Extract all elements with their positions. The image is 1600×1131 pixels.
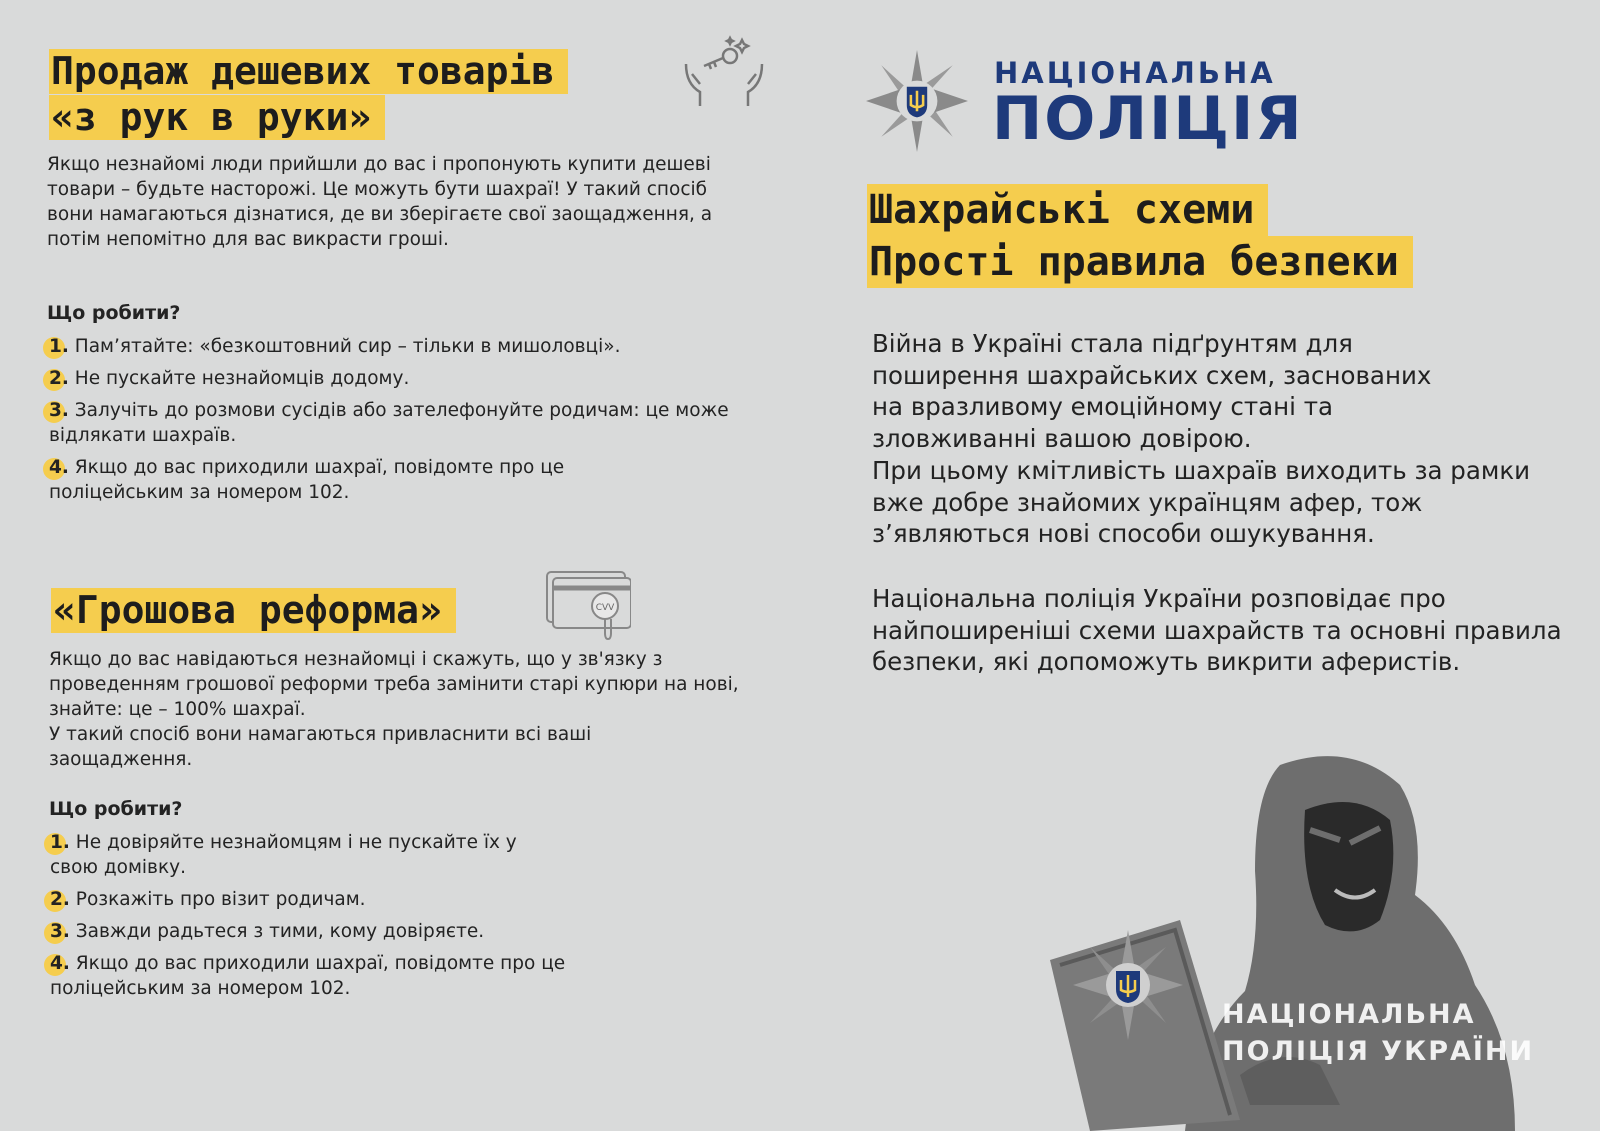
logo-line1: НАЦІОНАЛЬНА [994, 56, 1276, 90]
headline-line: Шахрайські схеми [867, 184, 1268, 236]
footer-logo [1222, 996, 1534, 1070]
item-number: 3. [50, 921, 70, 942]
hands-key-icon [682, 34, 766, 110]
footer-logo-line2: ПОЛІЦІЯ УКРАЇНИ [1222, 1036, 1535, 1067]
item-number: 2. [49, 368, 69, 389]
item-text: Не пускайте незнайомців додому. [74, 368, 410, 389]
cvv-label: CVV [595, 603, 615, 613]
list-item [49, 455, 629, 505]
section2-paragraph1: Якщо до вас навідаються незнайомці і скажуть, що у зв'язку з проведенням грошової реформи треба замінити старі купюри на нові, знайте: це – 100% шахраї. [49, 649, 739, 720]
logo-line2: ПОЛІЦІЯ [992, 84, 1304, 154]
list-item [49, 366, 739, 391]
title-line: «Грошова реформа» [51, 588, 456, 633]
intro-paragraph1: Війна в Україні стала підґрунтям для поширення шахрайських схем, заснованих на вразливому емоційному стані та зловживанні вашою довірою. [872, 329, 1432, 453]
item-number: 1. [49, 336, 69, 357]
section1-paragraph: Якщо незнайомі люди прийшли до вас і пропонують купити дешеві товари – будьте насторожі. Це можуть бути шахраї! У такий спосіб вони намагаються дізнатися, де ви зберігаєте свої заощадження, а потім непомітно для вас викрасти гроші. [47, 154, 713, 250]
item-number: 1. [50, 832, 70, 853]
item-number: 3. [49, 400, 69, 421]
list-item [50, 919, 740, 944]
footer-logo-line1: НАЦІОНАЛЬНА [1222, 999, 1476, 1030]
section1-what-to-do: Що робити? [47, 302, 181, 324]
list-item [50, 830, 570, 880]
headline [867, 184, 1413, 288]
list-item [50, 887, 740, 912]
headline-line: Прості правила безпеки [867, 236, 1413, 288]
item-text: Розкажіть про візит родичам. [75, 889, 366, 910]
section1-list [49, 334, 739, 512]
section2-list [50, 830, 740, 1008]
item-text: Завжди радьтеся з тими, кому довіряєте. [75, 921, 485, 942]
title-line: «з рук в руки» [49, 95, 385, 140]
card-cvv-magnifier-icon [545, 570, 631, 652]
section1-title [49, 49, 568, 140]
item-text: Пам’ятайте: «безкоштовний сир – тільки в мишоловці». [74, 336, 621, 357]
list-item [49, 398, 739, 448]
section2-what-to-do: Що робити? [49, 798, 183, 820]
section2-title [51, 588, 456, 633]
item-text: Якщо до вас приходили шахраї, повідомте про це поліцейським за номером 102. [49, 457, 565, 503]
intro-paragraph3: Національна поліція України розповідає про найпоширеніші схеми шахрайств та основні правила безпеки, які допоможуть викрити аферистів. [872, 584, 1562, 676]
intro-paragraph2: При цьому кмітливість шахраїв виходить за рамки вже добре знайомих українцям афер, тож з’являються нові способи ошукування. [872, 456, 1531, 548]
list-item [50, 951, 630, 1001]
item-number: 2. [50, 889, 70, 910]
police-star-icon [866, 50, 968, 152]
item-number: 4. [49, 457, 69, 478]
item-text: Залучіть до розмови сусідів або зателефонуйте родичам: це може відлякати шахраїв. [49, 400, 729, 446]
list-item [49, 334, 739, 359]
item-text: Якщо до вас приходили шахраї, повідомте про це поліцейським за номером 102. [50, 953, 566, 999]
item-number: 4. [50, 953, 70, 974]
title-line: Продаж дешевих товарів [49, 49, 568, 94]
section2-paragraph2: У такий спосіб вони намагаються привласнити всі ваші заощадження. [49, 724, 592, 770]
hacker-illustration [1050, 755, 1560, 1131]
item-text: Не довіряйте незнайомцям і не пускайте їх у свою домівку. [50, 832, 517, 878]
